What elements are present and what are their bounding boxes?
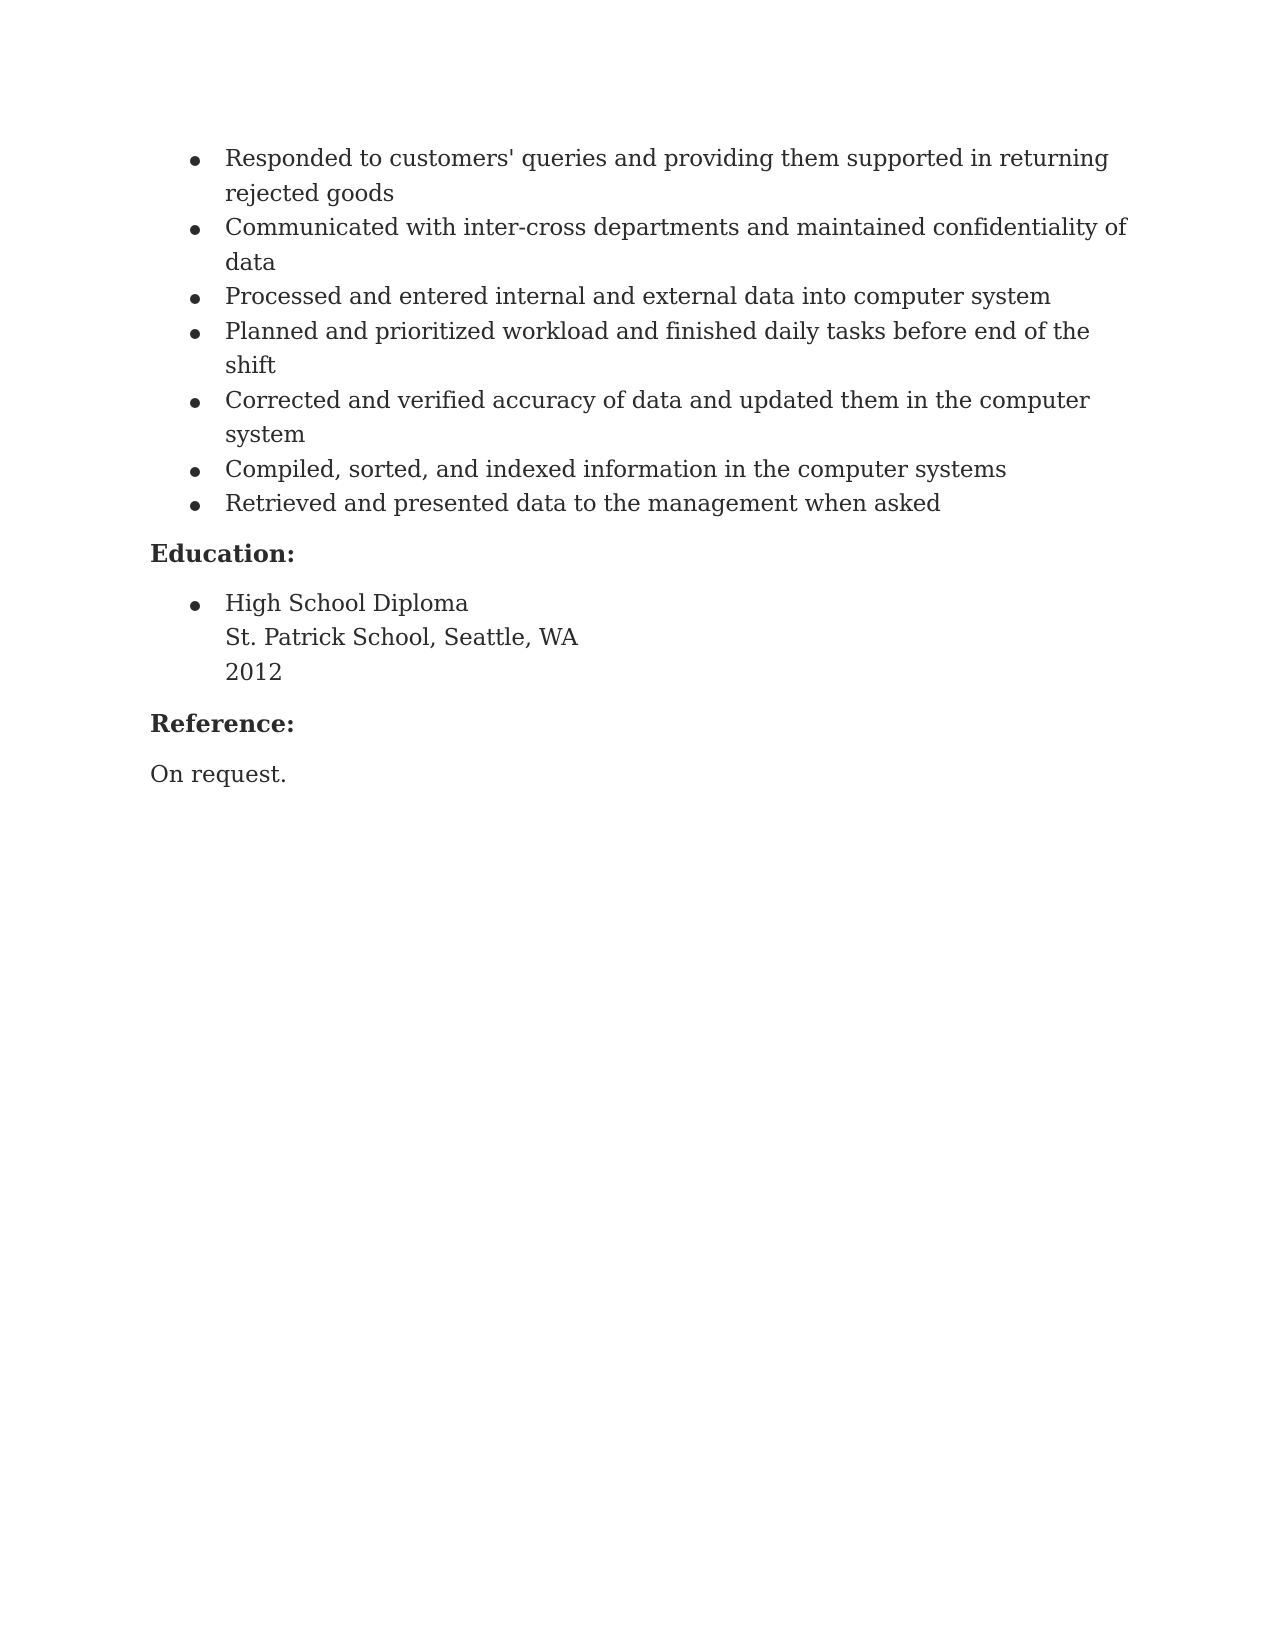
bullet-text: Retrieved and presented data to the management when asked <box>225 491 941 517</box>
reference-heading: Reference: <box>150 709 295 738</box>
bullet-icon <box>190 398 200 408</box>
education-heading: Education: <box>150 538 296 568</box>
bullet-text: Communicated with inter-cross departments and maintained confidentiality of data <box>225 215 1127 276</box>
bullet-icon <box>190 294 200 304</box>
list-item <box>150 142 1130 211</box>
list-item <box>150 315 1130 384</box>
bullet-icon <box>190 501 200 511</box>
list-item <box>150 280 1130 315</box>
list-item <box>150 453 1130 488</box>
resume-page <box>150 142 1130 792</box>
list-item <box>150 384 1130 453</box>
education-year: 2012 <box>225 659 283 686</box>
bullet-text: Responded to customers' queries and providing them supported in returning rejected goods <box>225 146 1109 207</box>
education-entry <box>150 587 1130 691</box>
bullet-icon <box>190 329 200 339</box>
bullet-icon <box>190 601 200 611</box>
education-bullet-list <box>150 587 1130 691</box>
bullet-icon <box>190 467 200 477</box>
list-item <box>150 211 1130 280</box>
bullet-icon <box>190 156 200 166</box>
reference-text: On request. <box>150 762 288 788</box>
bullet-text: Planned and prioritized workload and finished daily tasks before end of the shift <box>225 318 1090 379</box>
bullet-icon <box>190 225 200 235</box>
experience-bullet-list <box>150 142 1130 522</box>
list-item <box>150 487 1130 522</box>
bullet-text: Processed and entered internal and external data into computer system <box>225 284 1051 310</box>
education-degree: High School Diploma <box>225 590 469 617</box>
bullet-text: Corrected and verified accuracy of data and updated them in the computer system <box>225 387 1090 448</box>
bullet-text: Compiled, sorted, and indexed information in the computer systems <box>225 456 1007 483</box>
education-school: St. Patrick School, Seattle, WA <box>225 625 578 651</box>
